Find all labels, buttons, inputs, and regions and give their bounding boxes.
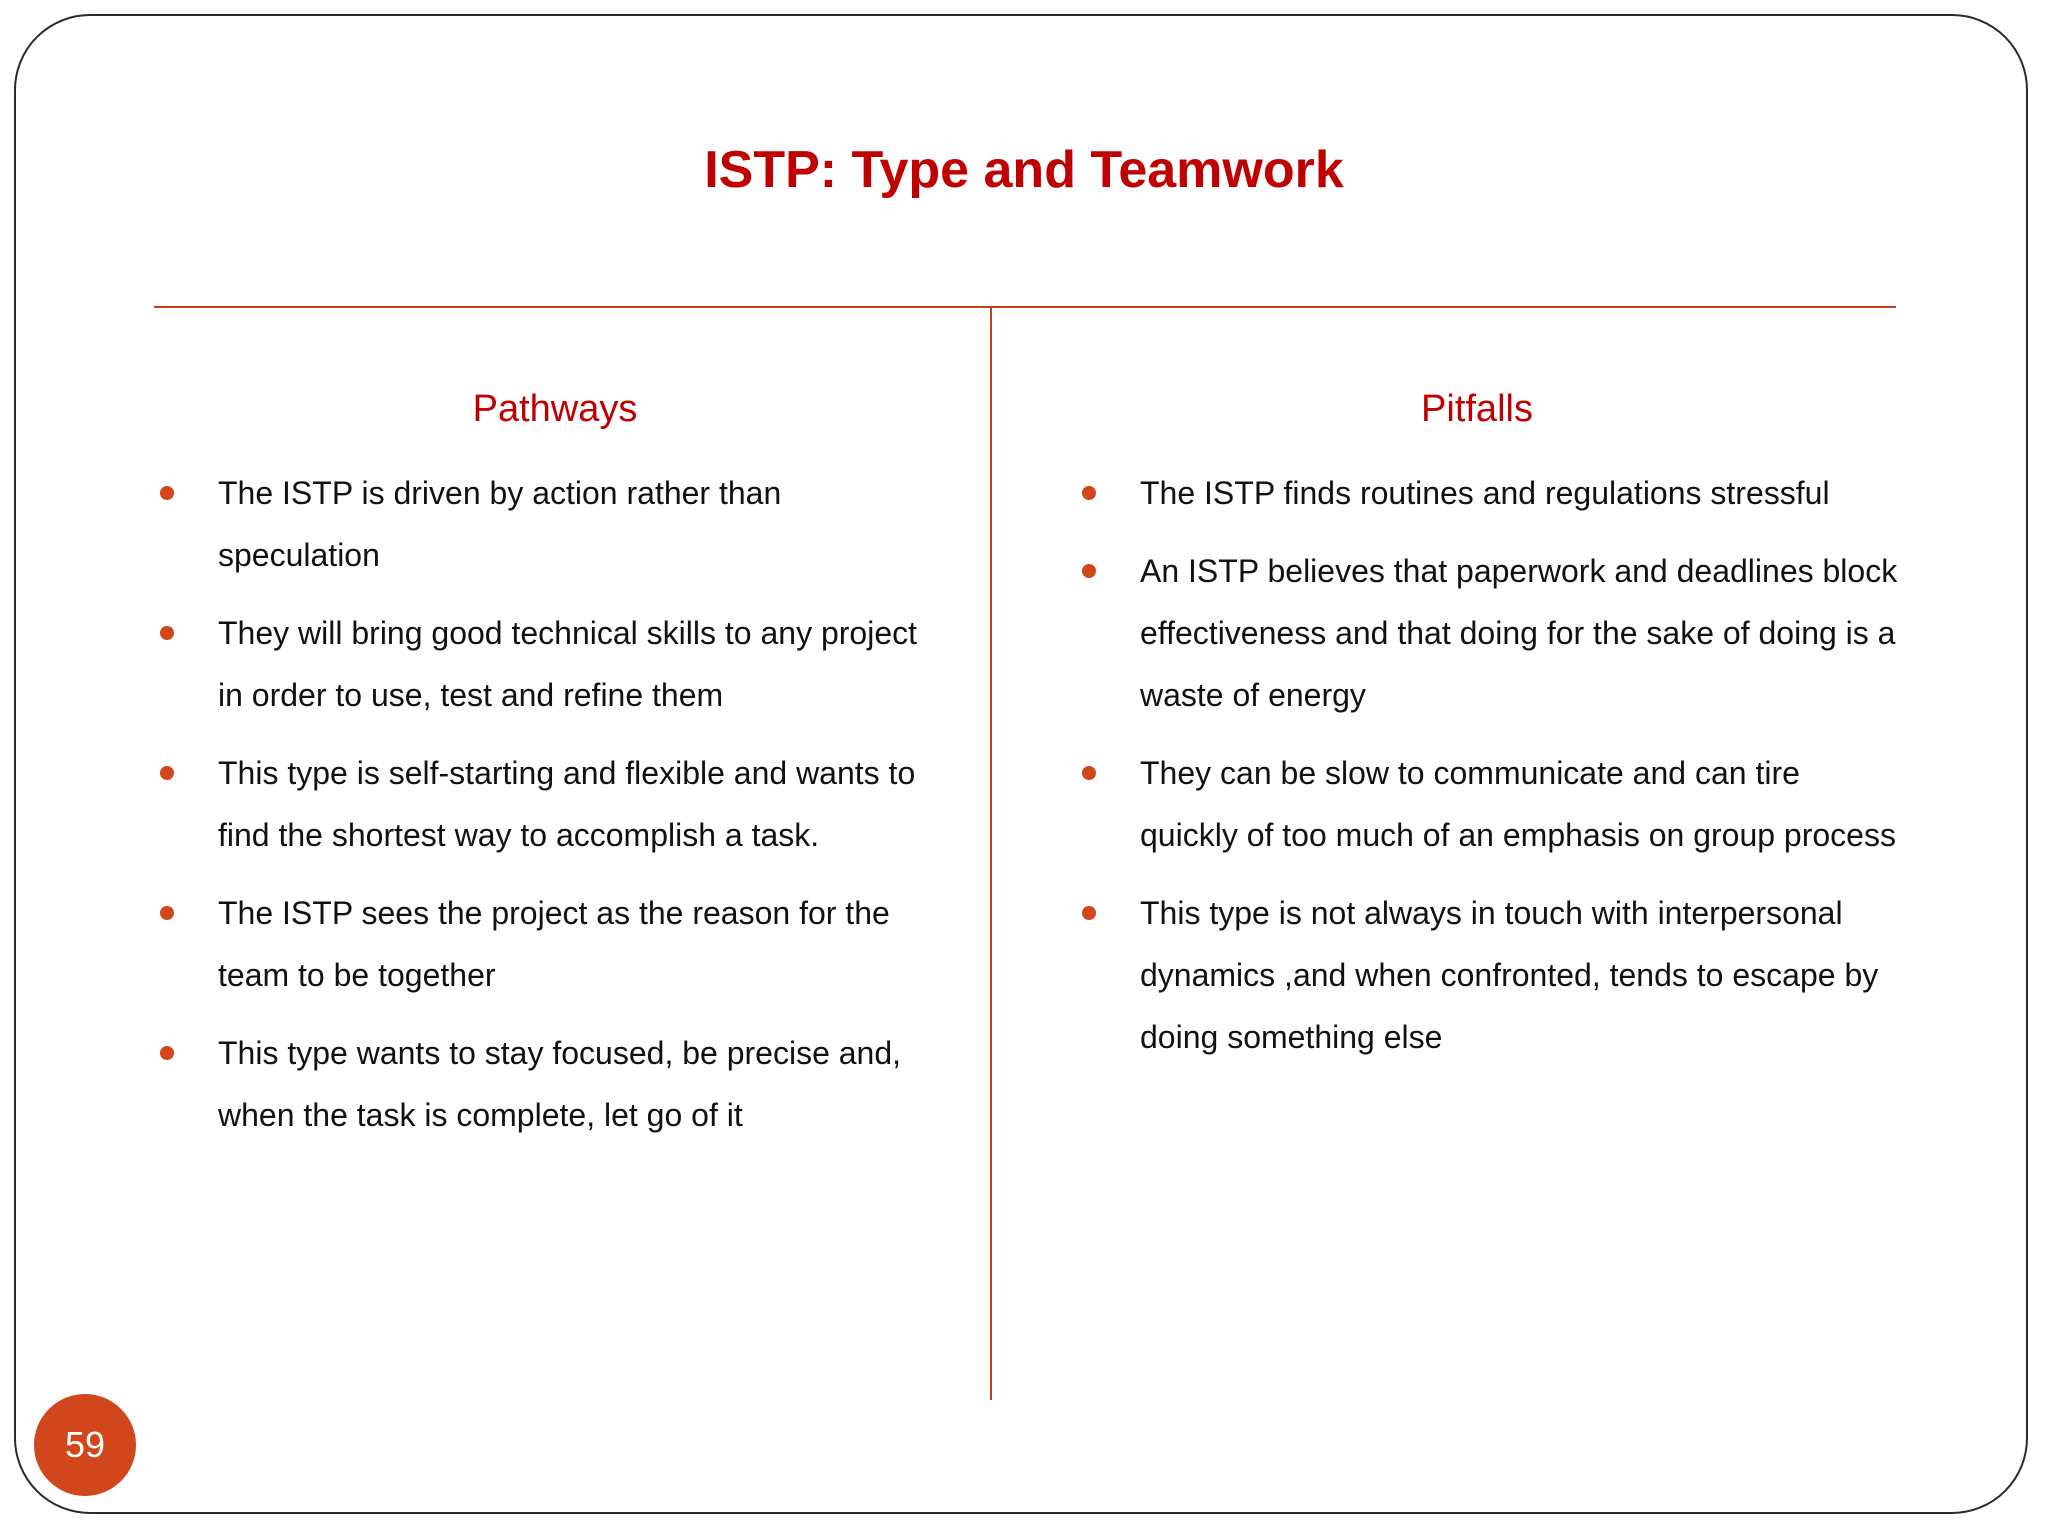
bullet-icon: [160, 486, 174, 500]
horizontal-divider: [154, 306, 1896, 308]
list-item-text: They can be slow to communicate and can tire quickly of too much of an emphasis on group process: [1140, 755, 1896, 853]
bullet-icon: [1082, 766, 1096, 780]
pathways-list: [150, 462, 950, 1146]
list-item-text: This type is not always in touch with interpersonal dynamics ,and when confronted, tends to escape by doing something else: [1140, 895, 1879, 1055]
bullet-icon: [160, 766, 174, 780]
vertical-divider: [990, 306, 992, 1400]
list-item: [1072, 540, 1902, 726]
page-number-badge: 59: [34, 1394, 136, 1496]
list-item: [1072, 462, 1902, 524]
pitfalls-column: [1072, 382, 1902, 1084]
list-item-text: The ISTP sees the project as the reason for the team to be together: [218, 895, 890, 993]
list-item-text: The ISTP is driven by action rather than speculation: [218, 475, 782, 573]
bullet-icon: [1082, 906, 1096, 920]
pitfalls-heading: Pitfalls: [1421, 388, 1533, 430]
list-item-text: This type is self-starting and flexible and wants to find the shortest way to accomplish a task.: [218, 755, 916, 853]
list-item: [150, 462, 950, 586]
list-item-text: This type wants to stay focused, be precise and, when the task is complete, let go of it: [218, 1035, 902, 1133]
bullet-icon: [160, 626, 174, 640]
bullet-icon: [1082, 564, 1096, 578]
pathways-column: [150, 382, 950, 1162]
bullet-icon: [160, 1046, 174, 1060]
slide-title: ISTP: Type and Teamwork: [704, 141, 1344, 199]
list-item: [1072, 742, 1902, 866]
list-item: [150, 742, 950, 866]
bullet-icon: [1082, 486, 1096, 500]
pathways-heading: Pathways: [472, 388, 638, 430]
list-item: [150, 882, 950, 1006]
list-item: [1072, 882, 1902, 1068]
pitfalls-list: [1072, 462, 1902, 1068]
bullet-icon: [160, 906, 174, 920]
list-item-text: They will bring good technical skills to any project in order to use, test and refine them: [218, 615, 917, 713]
list-item: [150, 602, 950, 726]
list-item-text: An ISTP believes that paperwork and deadlines block effectiveness and that doing for the sake of doing is a waste of energy: [1140, 553, 1898, 713]
list-item-text: The ISTP finds routines and regulations stressful: [1140, 475, 1830, 511]
list-item: [150, 1022, 950, 1146]
